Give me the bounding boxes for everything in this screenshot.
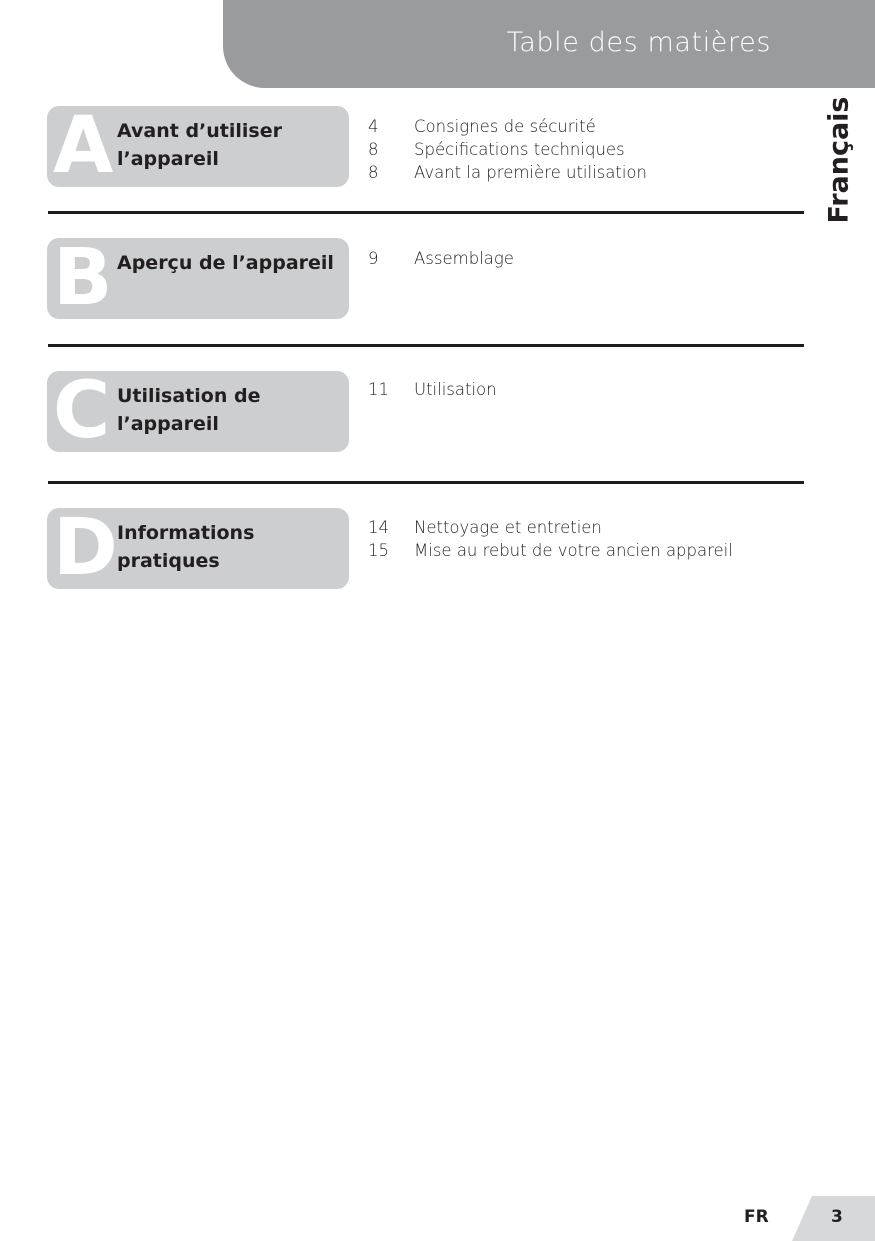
section-divider: [48, 481, 804, 484]
toc-entry[interactable]: [368, 247, 788, 270]
entry-page: 15: [368, 541, 389, 560]
section-name: Utilisation de l’appareil: [117, 385, 261, 435]
page-title: Table des matières: [506, 27, 771, 58]
section-divider: [48, 344, 804, 347]
footer-page-number: 3: [831, 1207, 843, 1227]
entry-title: Utilisation: [414, 380, 497, 399]
section-c-box: [47, 371, 349, 452]
toc-entry[interactable]: [368, 516, 788, 539]
entry-page: 14: [368, 518, 389, 537]
section-a-box: [47, 106, 349, 187]
entry-page: 11: [368, 380, 389, 399]
entry-page: 8: [368, 163, 379, 182]
language-label: Français: [823, 96, 855, 224]
section-a-entries: [368, 115, 788, 184]
section-c-entries: [368, 378, 788, 401]
entry-page: 8: [368, 140, 379, 159]
entry-page: 4: [368, 117, 379, 136]
section-d-box: [47, 508, 349, 589]
section-letter: A: [53, 106, 114, 187]
toc-entry[interactable]: [368, 378, 788, 401]
entry-title: Avant la première utilisation: [414, 163, 647, 182]
section-letter: C: [53, 371, 111, 452]
entry-title: Mise au rebut de votre ancien appareil: [414, 541, 733, 560]
section-b-box: [47, 238, 349, 319]
entry-page: 9: [368, 249, 379, 268]
section-b-entries: [368, 247, 788, 270]
header-tab: [223, 0, 875, 88]
toc-entry[interactable]: [368, 539, 788, 562]
section-name: Aperçu de l’appareil: [117, 252, 334, 274]
entry-title: Consignes de sécurité: [414, 117, 596, 136]
toc-entry[interactable]: [368, 115, 788, 138]
section-divider: [48, 211, 804, 214]
entry-title: Nettoyage et entretien: [414, 518, 602, 537]
toc-entry[interactable]: [368, 161, 788, 184]
section-letter: D: [53, 508, 118, 589]
section-name: Informations pratiques: [117, 522, 255, 572]
footer-language-code: FR: [744, 1207, 769, 1227]
section-letter: B: [53, 238, 113, 319]
section-d-entries: [368, 516, 788, 562]
section-name: Avant d’utiliser l’appareil: [117, 120, 282, 170]
entry-title: Assemblage: [414, 249, 514, 268]
toc-entry[interactable]: [368, 138, 788, 161]
entry-title: Spécifications techniques: [414, 140, 625, 159]
